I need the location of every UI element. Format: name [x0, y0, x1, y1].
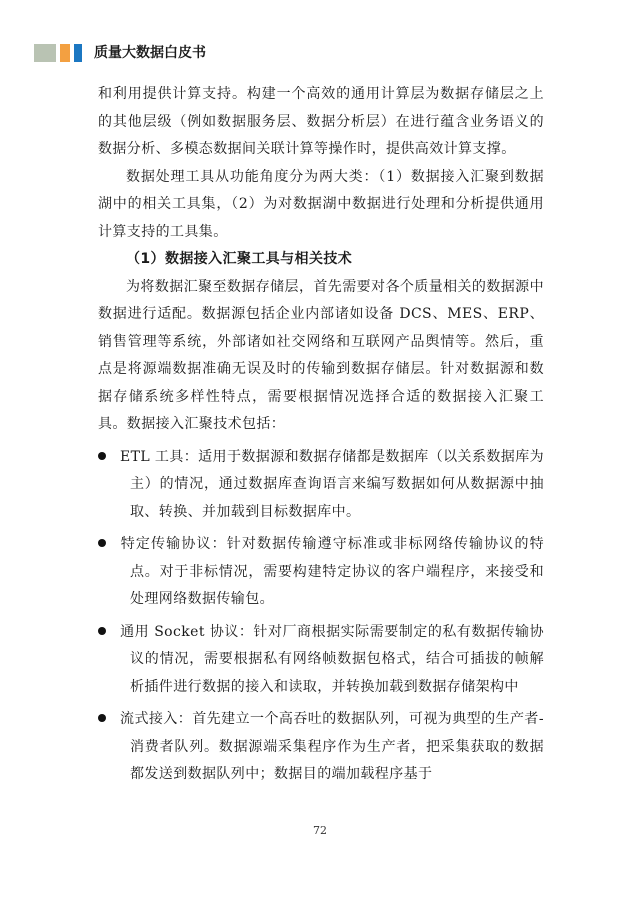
page-body — [98, 81, 544, 789]
bullet-item-protocol — [98, 531, 544, 614]
bullet-text: 流式接入：首先建立一个高吞吐的数据队列，可视为典型的生产者-消费者队列。数据源端采集程序作为生产者，把采集获取的数据都发送到数据队列中；数据目的端加载程序基于 — [120, 711, 544, 782]
bullet-text: 通用 Socket 协议：针对厂商根据实际需要制定的私有数据传输协议的情况，需要根据私有网络帧数据包格式，结合可插拔的帧解析插件进行数据的接入和读取，并转换加载到数据存储架构中 — [120, 623, 544, 695]
page-number: 72 — [313, 824, 327, 837]
page-header — [0, 40, 640, 66]
paragraph-data-ingestion: 为将数据汇聚至数据存储层，首先需要对各个质量相关的数据源中数据进行适配。数据源包括企业内部诸如设备 DCS、MES、ERP、销售管理等系统，外部诸如社交网络和互联网产品舆情等。然后，重点是将源端数据准确无误及时的传输到数据存储层。针对数据源和数据存储系统多样性特点，需要根据情况选择合适的数据接入汇聚工具。数据接入汇聚技术包括： — [98, 278, 544, 432]
paragraph-tool-categories: 数据处理工具从功能角度分为两大类：（1）数据接入汇聚到数据湖中的相关工具集，（2）为对数据湖中数据进行处理和分析提供通用计算支持的工具集。 — [98, 168, 544, 240]
document-title: 质量大数据白皮书 — [94, 45, 206, 61]
header-orange-block — [60, 44, 70, 62]
paragraph-continuation: 和利用提供计算支持。构建一个高效的通用计算层为数据存储层之上的其他层级（例如数据服务层、数据分析层）在进行蕴含业务语义的数据分析、多模态数据间关联计算等操作时，提供高效计算支撑。 — [98, 86, 544, 157]
bullet-dot-icon — [98, 627, 106, 635]
header-blue-block — [74, 44, 82, 62]
bullet-item-socket — [98, 619, 544, 702]
bullet-dot-icon — [98, 452, 106, 460]
bullet-dot-icon — [98, 539, 106, 547]
header-gray-block — [34, 44, 56, 62]
bullet-text: ETL 工具：适用于数据源和数据存储都是数据库（以关系数据库为主）的情况，通过数据库查询语言来编写数据如何从数据源中抽取、转换、并加载到目标数据库中。 — [120, 448, 544, 520]
bullet-item-streaming — [98, 706, 544, 789]
section-heading: （1）数据接入汇聚工具与相关技术 — [126, 251, 353, 267]
bullet-item-etl — [98, 444, 544, 527]
bullet-dot-icon — [98, 714, 106, 722]
bullet-text: 特定传输协议：针对数据传输遵守标准或非标网络传输协议的特点。对于非标情况，需要构建特定协议的客户端程序，来接受和处理网络数据传输包。 — [120, 536, 544, 607]
